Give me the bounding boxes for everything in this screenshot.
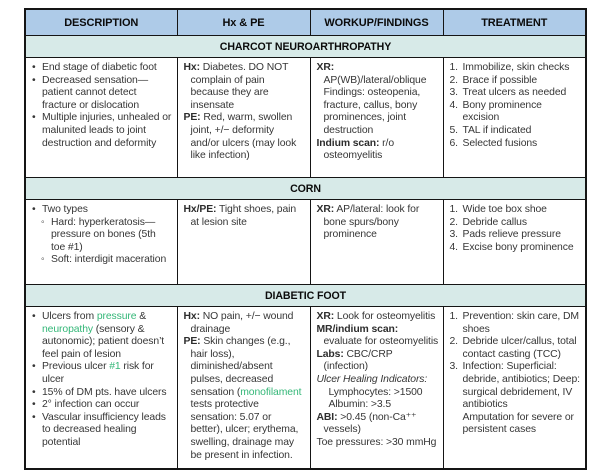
numbered-item bbox=[450, 242, 582, 255]
cell-charcot-hx-pe bbox=[177, 58, 310, 178]
text-segment: Amputation for severe or persistent cases bbox=[462, 411, 574, 436]
cell-diabetic-foot-workup bbox=[310, 307, 443, 470]
list-number: 3. bbox=[449, 229, 458, 241]
text-segment: Selected fusions bbox=[462, 137, 538, 149]
numbered-item bbox=[450, 87, 582, 100]
bold-label: MR/indium scan: bbox=[316, 323, 399, 335]
labeled-item bbox=[184, 311, 306, 336]
bold-label: PE: bbox=[183, 112, 201, 124]
text-segment: TAL if indicated bbox=[462, 124, 532, 136]
list-number: 4. bbox=[449, 241, 458, 253]
text-segment: Excise bony prominence bbox=[462, 241, 574, 253]
list-bullet-glyph: • bbox=[32, 386, 36, 398]
text-segment: Previous ulcer bbox=[42, 361, 110, 373]
text-segment: Ulcers from bbox=[42, 311, 97, 322]
section-band-diabetic-foot bbox=[25, 285, 586, 307]
text-segment: >0.45 (non-Ca⁺⁺ vessels) bbox=[323, 411, 417, 436]
numbered-item bbox=[450, 217, 582, 230]
text-segment: Hard: hyperkeratosis—pressure on bones (5th toe #1) bbox=[51, 216, 156, 253]
list-bullet-glyph: • bbox=[32, 62, 36, 73]
section-row-charcot bbox=[25, 58, 586, 178]
numbered-item bbox=[450, 204, 582, 217]
section-title-charcot: CHARCOT NEUROARTHROPATHY bbox=[25, 36, 586, 58]
labeled-item bbox=[317, 138, 439, 163]
indented-item bbox=[317, 399, 439, 412]
bullet-item bbox=[32, 204, 173, 217]
cell-diabetic-foot-description bbox=[25, 307, 177, 470]
text-segment: Soft: interdigit maceration bbox=[51, 254, 167, 266]
list-number: 2. bbox=[449, 336, 458, 348]
column-header-description: DESCRIPTION bbox=[25, 9, 177, 36]
list-number: 3. bbox=[449, 361, 458, 373]
bold-label: Hx: bbox=[183, 311, 200, 322]
numbered-item bbox=[450, 311, 582, 336]
labeled-item bbox=[317, 374, 439, 387]
text-segment: Brace if possible bbox=[462, 74, 538, 86]
text-segment: Pads relieve pressure bbox=[462, 229, 561, 241]
section-title-corn: CORN bbox=[25, 178, 586, 200]
bold-label: XR: bbox=[316, 311, 335, 322]
italic-heading: Ulcer Healing Indicators: bbox=[316, 373, 428, 385]
numbered-item bbox=[450, 336, 582, 361]
text-segment: Wide toe box shoe bbox=[462, 204, 547, 215]
labeled-item bbox=[317, 324, 439, 349]
labeled-item bbox=[317, 204, 439, 242]
text-segment: r/o osteomyelitis bbox=[323, 137, 395, 162]
text-segment: Treat ulcers as needed bbox=[462, 87, 567, 99]
list-number: 1. bbox=[449, 62, 458, 73]
text-segment: Debride callus bbox=[462, 216, 527, 228]
bullet-item bbox=[32, 412, 173, 450]
text-segment: 2° infection can occur bbox=[42, 399, 140, 411]
text-segment: evaluate for osteomyelitis bbox=[323, 336, 439, 348]
text-segment: Diabetes. DO NOT complain of pain because they are insensate bbox=[190, 62, 289, 111]
section-row-corn bbox=[25, 200, 586, 285]
labeled-item bbox=[184, 112, 306, 162]
text-segment: Infection: Superficial: debride, antibiotics; Deep: surgical debridement, IV antibiotics bbox=[462, 361, 580, 411]
bullet-item bbox=[32, 361, 173, 386]
numbered-item bbox=[450, 361, 582, 411]
sub-bullet-item bbox=[32, 217, 173, 255]
text-segment: & bbox=[136, 311, 147, 322]
cell-charcot-description bbox=[25, 58, 177, 178]
labeled-item bbox=[184, 336, 306, 462]
cell-diabetic-foot-treatment bbox=[443, 307, 586, 470]
indented-item bbox=[317, 387, 439, 400]
cell-charcot-treatment bbox=[443, 58, 586, 178]
numbered-item bbox=[450, 125, 582, 138]
bold-label: Labs: bbox=[316, 348, 344, 360]
highlighted-term: pressure bbox=[96, 311, 137, 322]
reference-table bbox=[24, 8, 587, 470]
numbered-item bbox=[450, 138, 582, 151]
text-segment: Immobilize, skin checks bbox=[462, 62, 570, 73]
section-band-charcot bbox=[25, 36, 586, 58]
bold-label: ABI: bbox=[316, 411, 338, 423]
cell-corn-hx-pe bbox=[177, 200, 310, 285]
bold-label: XR: bbox=[316, 204, 335, 215]
list-bullet-glyph: • bbox=[32, 361, 36, 373]
labeled-item bbox=[317, 437, 439, 450]
list-bullet-glyph: ◦ bbox=[41, 254, 45, 266]
list-number: 6. bbox=[449, 137, 458, 149]
column-header-hx-pe: Hx & PE bbox=[177, 9, 310, 36]
text-segment: Two types bbox=[42, 204, 88, 215]
text-segment: Decreased sensation—patient cannot detect fracture or dislocation bbox=[42, 74, 149, 111]
labeled-item bbox=[184, 62, 306, 112]
cell-charcot-workup bbox=[310, 58, 443, 178]
text-segment: Red, warm, swollen joint, +/− deformity and/or ulcers (may look like infection) bbox=[190, 112, 297, 162]
list-bullet-glyph: • bbox=[32, 411, 36, 423]
text-segment: Skin changes (e.g., hair loss), diminished/absent pulses, decreased sensation ( bbox=[190, 336, 291, 398]
list-number: 1. bbox=[449, 204, 458, 215]
cell-corn-description bbox=[25, 200, 177, 285]
text-segment: Look for osteomyelitis bbox=[334, 311, 436, 322]
highlighted-term: neuropathy bbox=[42, 323, 93, 335]
section-title-diabetic-foot: DIABETIC FOOT bbox=[25, 285, 586, 307]
text-segment: CBC/CRP (infection) bbox=[323, 348, 393, 373]
highlighted-term: monofilament bbox=[240, 386, 302, 398]
bullet-item bbox=[32, 112, 173, 150]
cell-corn-workup bbox=[310, 200, 443, 285]
bold-label: XR: bbox=[316, 62, 335, 73]
bullet-item bbox=[32, 399, 173, 412]
bullet-item bbox=[32, 75, 173, 113]
text-segment: Vascular insufficiency leads to decreased healing potential bbox=[42, 411, 166, 448]
section-band-corn bbox=[25, 178, 586, 200]
numbered-item bbox=[450, 62, 582, 75]
list-number: 5. bbox=[449, 124, 458, 136]
list-number: 3. bbox=[449, 87, 458, 99]
list-number: 2. bbox=[449, 74, 458, 86]
labeled-item bbox=[317, 311, 439, 324]
text-segment: (sensory & autonomic); patient doesn’t feel pain of lesion bbox=[42, 323, 165, 360]
highlighted-term: #1 bbox=[109, 361, 121, 373]
text-segment: Prevention: skin care, DM shoes bbox=[462, 311, 579, 335]
bullet-item bbox=[32, 387, 173, 400]
text-segment: risk for ulcer bbox=[42, 361, 154, 385]
list-number: 2. bbox=[449, 216, 458, 228]
text-segment: Debride ulcer/callus, total contact casting (TCC) bbox=[462, 336, 577, 360]
text-segment: AP(WB)/lateral/oblique Findings: osteopenia, fracture, callus, bony prominences, joint destruction bbox=[323, 74, 427, 136]
section-row-diabetic-foot bbox=[25, 307, 586, 470]
bold-label: Indium scan: bbox=[316, 137, 380, 149]
column-header-workup-findings: WORKUP/FINDINGS bbox=[310, 9, 443, 36]
text-segment: tests protective sensation: 5.07 or better), ulcer; erythema, swelling, drainage may be present in infection. bbox=[190, 399, 299, 461]
list-number: 4. bbox=[449, 99, 458, 111]
bold-label: Hx/PE: bbox=[183, 204, 217, 215]
text-segment: Albumin: >3.5 bbox=[328, 399, 392, 411]
labeled-item bbox=[317, 62, 439, 138]
list-bullet-glyph: • bbox=[32, 311, 36, 322]
header-row bbox=[25, 9, 586, 36]
list-bullet-glyph: ◦ bbox=[41, 216, 45, 228]
text-segment: Multiple injuries, unhealed or malunited leads to joint destruction and deformity bbox=[42, 112, 172, 149]
numbered-item bbox=[450, 100, 582, 125]
labeled-item bbox=[317, 412, 439, 437]
text-segment: End stage of diabetic foot bbox=[42, 62, 157, 73]
list-bullet-glyph: • bbox=[32, 74, 36, 86]
bullet-item bbox=[32, 62, 173, 75]
column-header-treatment: TREATMENT bbox=[443, 9, 586, 36]
text-segment: Lymphocytes: >1500 bbox=[328, 386, 423, 398]
labeled-item bbox=[317, 349, 439, 374]
numbered-item bbox=[450, 75, 582, 88]
labeled-item bbox=[184, 204, 306, 229]
plain-item bbox=[450, 412, 582, 437]
text-segment: AP/lateral: look for bone spurs/bony prominence bbox=[323, 204, 420, 241]
text-segment: Bony prominence excision bbox=[462, 99, 542, 124]
bold-label: PE: bbox=[183, 336, 201, 348]
text-segment: Tight shoes, pain at lesion site bbox=[190, 204, 297, 228]
text-segment: Toe pressures: >30 mmHg bbox=[316, 436, 437, 448]
list-bullet-glyph: • bbox=[32, 204, 36, 215]
list-number: 1. bbox=[449, 311, 458, 322]
cell-corn-treatment bbox=[443, 200, 586, 285]
numbered-item bbox=[450, 229, 582, 242]
bullet-item bbox=[32, 311, 173, 361]
bold-label: Hx: bbox=[183, 62, 200, 73]
cell-diabetic-foot-hx-pe bbox=[177, 307, 310, 470]
text-segment: NO pain, +/− wound drainage bbox=[190, 311, 294, 335]
sub-bullet-item bbox=[32, 254, 173, 267]
text-segment: 15% of DM pts. have ulcers bbox=[42, 386, 167, 398]
list-bullet-glyph: • bbox=[32, 112, 36, 124]
list-bullet-glyph: • bbox=[32, 399, 36, 411]
